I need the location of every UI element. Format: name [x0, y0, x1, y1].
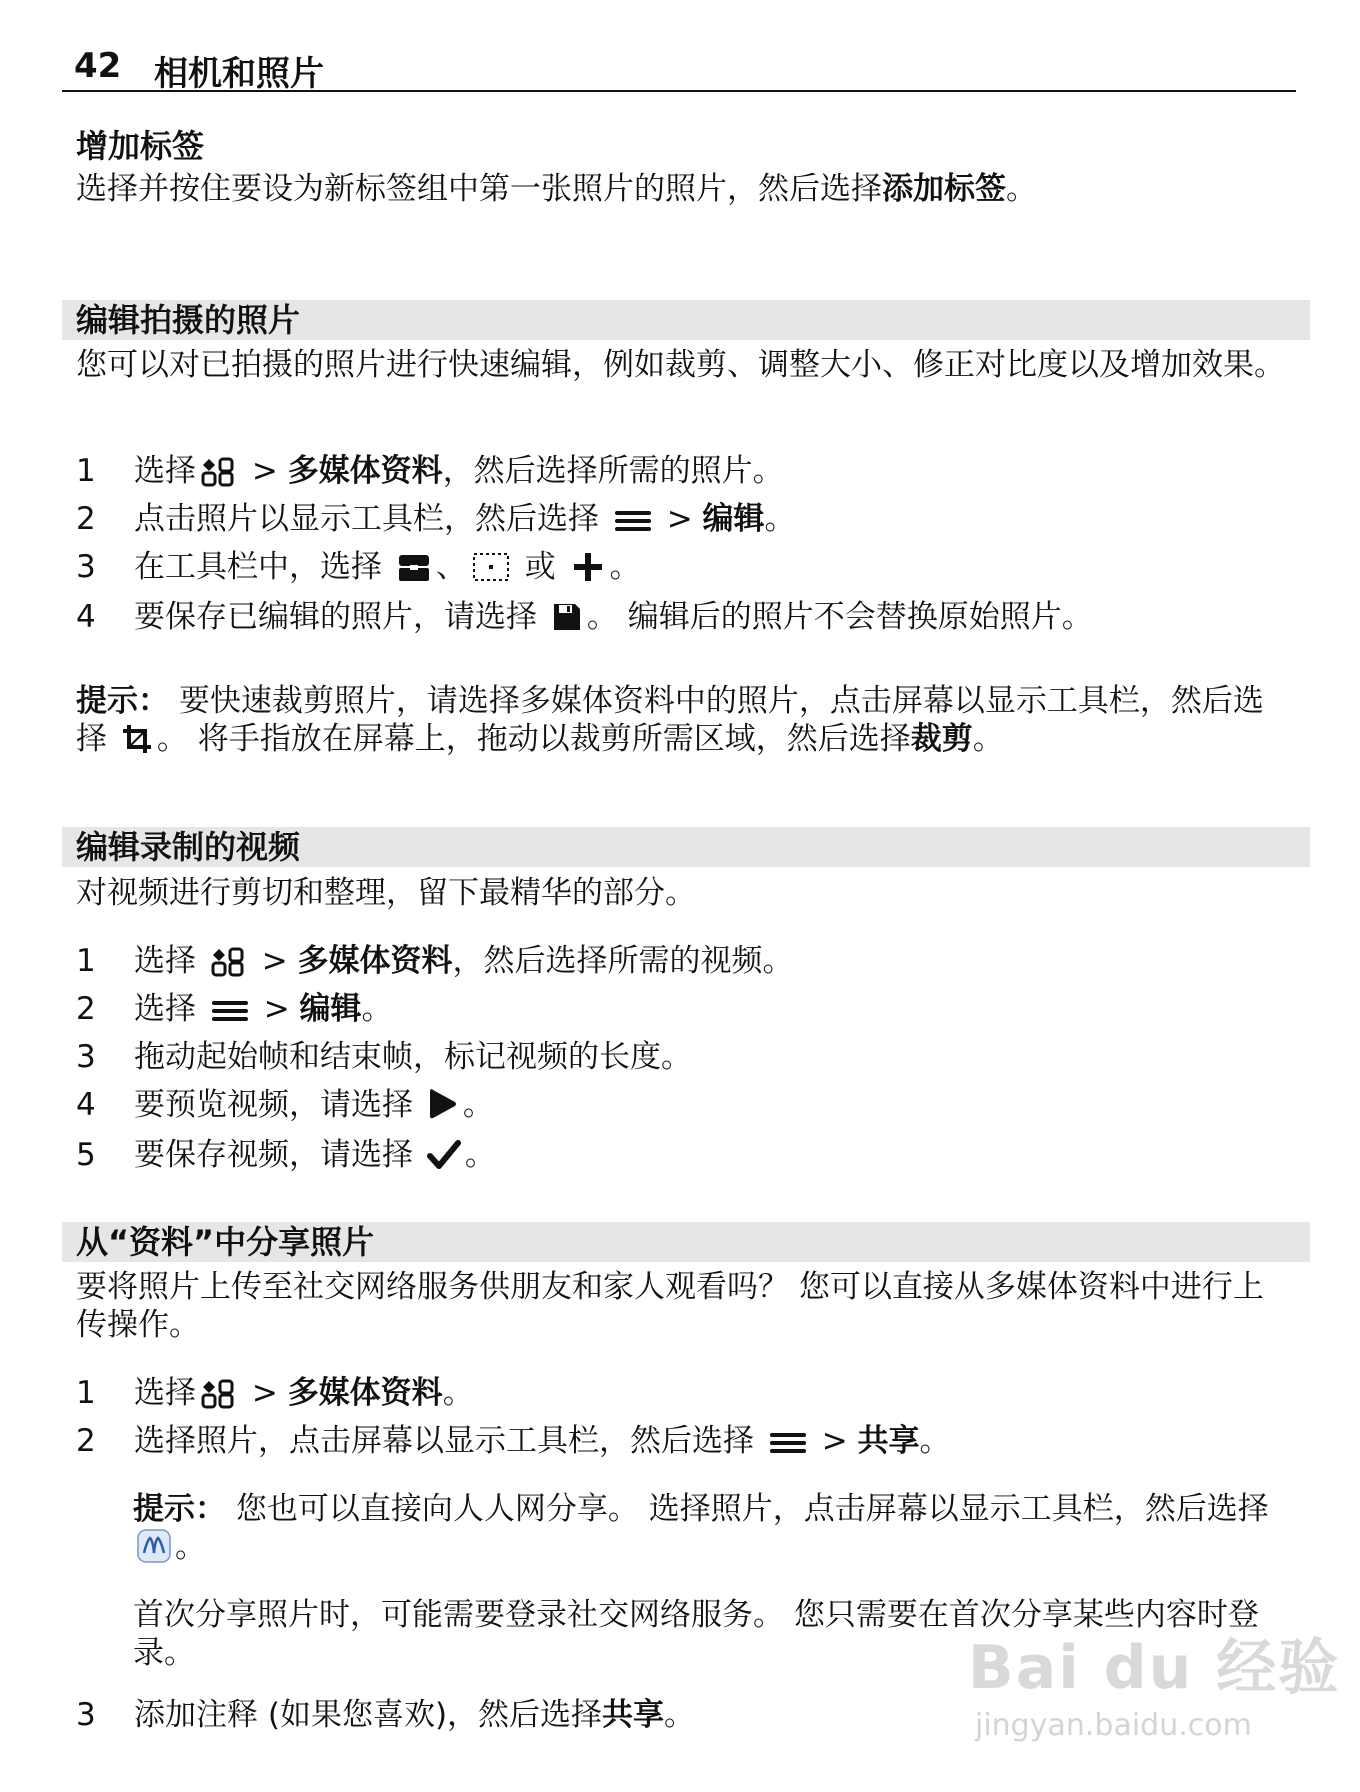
step-text: 点击照片以显示工具栏，然后选择	[134, 501, 609, 537]
step-text: 要保存已编辑的照片，请选择	[134, 599, 547, 635]
share-note: 首次分享照片时，可能需要登录社交网络服务。 您只需要在首次分享某些内容时登录。	[133, 1597, 1259, 1671]
step-text-end: 。	[609, 549, 641, 585]
crop-frame-icon[interactable]	[471, 551, 511, 583]
share-intro: 要将照片上传至社交网络服务供朋友和家人观看吗？ 您可以直接从多媒体资料中进行上传操作。	[76, 1269, 1264, 1343]
step-text-end: 。	[664, 1697, 696, 1733]
step-number: 3	[76, 549, 96, 585]
edit-video-intro: 对视频进行剪切和整理，留下最精华的部分。	[76, 875, 696, 911]
step-emph: 编辑	[299, 991, 362, 1027]
tip-end: 。	[972, 721, 1004, 757]
step-text: 选择	[134, 1375, 196, 1411]
step-number: 3	[76, 1697, 96, 1733]
plus-icon[interactable]	[570, 551, 606, 583]
step-number: 1	[76, 1375, 96, 1411]
step-text-end: 。	[361, 991, 393, 1027]
section-heading-edit-photo: 编辑拍摄的照片	[62, 300, 1310, 340]
list-item	[62, 448, 1296, 494]
step-number: 3	[76, 1039, 96, 1075]
save-icon[interactable]	[551, 601, 583, 633]
step-text: 要保存视频，请选择	[134, 1137, 423, 1173]
step-text: 选择	[134, 991, 206, 1027]
apps-icon[interactable]	[200, 1379, 238, 1409]
step-sep: >	[811, 1423, 858, 1459]
step-text: 要预览视频，请选择	[134, 1087, 423, 1123]
step-number: 2	[76, 501, 96, 537]
step-sep: 、	[435, 549, 467, 585]
tags-body-text: 选择并按住要设为新标签组中第一张照片的照片，然后选择	[76, 171, 882, 207]
play-icon[interactable]	[427, 1087, 459, 1121]
step-sep: >	[242, 1375, 288, 1411]
step-number: 1	[76, 453, 96, 489]
tip-text: 要快速裁剪照片，请选择多媒体资料中的照片，点击屏幕以显示工具栏，然后选择	[76, 683, 1264, 757]
list-item	[62, 496, 1296, 542]
step-text: 拖动起始帧和结束帧，标记视频的长度。	[134, 1039, 692, 1075]
step-text: 选择	[134, 453, 196, 489]
step-emph: 共享	[857, 1423, 920, 1459]
list-item	[62, 1082, 1296, 1128]
step-number: 2	[76, 991, 96, 1027]
edit-photo-tip	[76, 682, 1291, 758]
apps-icon[interactable]	[210, 947, 248, 977]
step-emph: 多媒体资料	[287, 1375, 443, 1411]
step-text: 选择照片，点击屏幕以显示工具栏，然后选择	[134, 1423, 764, 1459]
tags-body-end: 。	[1006, 171, 1037, 207]
list-item	[62, 1370, 1296, 1416]
step-text: 选择	[134, 943, 206, 979]
tags-body-emph: 添加标签	[882, 171, 1006, 207]
menu-icon[interactable]	[210, 997, 250, 1025]
step-text-end: 。	[919, 1423, 951, 1459]
list-item	[62, 986, 1296, 1032]
apps-icon[interactable]	[200, 457, 238, 487]
step-text-end: ，然后选择所需的照片。	[442, 453, 784, 489]
section-heading-tags: 增加标签	[76, 127, 205, 165]
step-text-end: 。	[462, 1087, 494, 1123]
step-emph: 编辑	[702, 501, 765, 537]
tags-body	[76, 170, 1291, 208]
step-emph: 多媒体资料	[297, 943, 453, 979]
step-number: 4	[76, 599, 96, 635]
step-text-end: 。	[442, 1375, 474, 1411]
step-number: 1	[76, 943, 96, 979]
section-heading-edit-video: 编辑录制的视频	[62, 827, 1310, 867]
tip-label: 提示：	[76, 683, 169, 719]
step-number: 2	[76, 1423, 96, 1459]
step-emph: 多媒体资料	[287, 453, 443, 489]
page-title: 相机和照片	[154, 54, 324, 94]
step-sep: >	[253, 991, 300, 1027]
step-text: 在工具栏中，选择	[134, 549, 392, 585]
list-item	[62, 1418, 1296, 1464]
step-text-end: 。	[464, 1137, 496, 1173]
page-number: 42	[74, 46, 122, 86]
watermark-logo: Bai du 经验	[968, 1633, 1341, 1703]
tip-emph: 裁剪	[910, 721, 973, 757]
toolbox-icon[interactable]	[396, 551, 432, 583]
step-number: 5	[76, 1137, 96, 1173]
step-text-end: ，然后选择所需的视频。	[452, 943, 794, 979]
tip-text-cont: 。 将手指放在屏幕上，拖动以裁剪所需区域，然后选择	[156, 721, 911, 757]
step-emph: 共享	[602, 1697, 665, 1733]
tip-label: 提示：	[133, 1491, 226, 1527]
list-item	[62, 594, 1296, 640]
crop-icon[interactable]	[121, 723, 153, 755]
page-header	[62, 38, 1296, 92]
share-tip	[133, 1490, 1293, 1566]
step-sep: >	[251, 943, 298, 979]
step-sep-or: 或	[514, 549, 566, 585]
step-number: 4	[76, 1087, 96, 1123]
step-text-end: 。	[764, 501, 796, 537]
menu-icon[interactable]	[613, 507, 653, 535]
section-heading-share: 从“资料”中分享照片	[62, 1222, 1310, 1262]
step-sep: >	[242, 453, 288, 489]
step-sep: >	[656, 501, 703, 537]
edit-photo-intro: 您可以对已拍摄的照片进行快速编辑，例如裁剪、调整大小、修正对比度以及增加效果。	[76, 347, 1285, 383]
list-item	[62, 544, 1296, 590]
list-item	[62, 1034, 1296, 1080]
step-text-end: 。 编辑后的照片不会替换原始照片。	[586, 599, 1093, 635]
tip-end: 。	[175, 1529, 206, 1565]
list-item	[62, 1132, 1296, 1178]
menu-icon[interactable]	[768, 1429, 808, 1457]
watermark-url: jingyan.baidu.com	[975, 1708, 1252, 1743]
step-text: 添加注释 (如果您喜欢)，然后选择	[134, 1697, 603, 1733]
renren-icon[interactable]	[137, 1529, 171, 1563]
check-icon[interactable]	[427, 1139, 461, 1171]
tip-text: 您也可以直接向人人网分享。 选择照片，点击屏幕以显示工具栏，然后选择	[226, 1491, 1269, 1527]
list-item	[62, 938, 1296, 984]
